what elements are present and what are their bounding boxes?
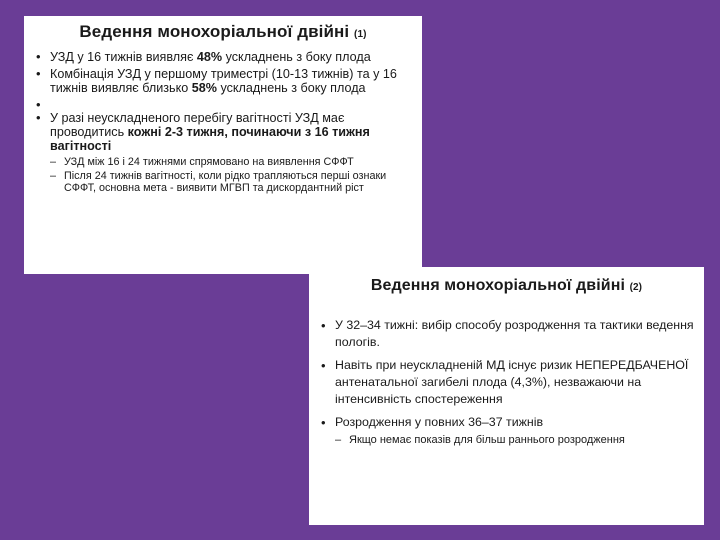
spacer — [34, 98, 412, 108]
slide-1-title-text: Ведення монохоріальної двійні — [79, 22, 350, 41]
slide-2-subbullet-1: – Якщо немає показів для більш раннього розродження — [335, 434, 694, 447]
bullet-bold: 58% — [191, 81, 217, 95]
slide-2 — [309, 267, 704, 525]
slide-1-bullet-1 — [34, 50, 412, 64]
slide-1-subbullet-1: – УЗД між 16 і 24 тижнями спрямовано на виявлення СФФТ — [50, 156, 412, 168]
slide-2-bullets — [319, 317, 694, 447]
slide-1-bullets — [34, 50, 412, 194]
slide-2-title-text: Ведення монохоріальної двійні — [370, 277, 626, 294]
slide-2-bullet-1: • У 32–34 тижні: вибір способу розродження та тактики ведення пологів. — [319, 317, 694, 351]
slide-1-title — [34, 22, 412, 42]
slide-1-subbullets — [50, 156, 412, 194]
bullet-text: Розродження у повних 36–37 тижнів — [335, 415, 544, 429]
bullet-text: Комбінація УЗД у першому триместрі (10-13 тижнів) та у 16 тижнів виявляє близько — [50, 67, 397, 95]
bullet-bold: 48% — [196, 50, 223, 64]
bullet-bold: кожні 2-3 тижня, починаючи з 16 тижня вагітності — [50, 125, 370, 153]
slide-1-bullet-3 — [34, 111, 412, 194]
slide-2-title — [319, 277, 694, 295]
bullet-text: ускладнень з боку плода — [222, 50, 371, 64]
slide-2-title-number: (2) — [629, 282, 643, 293]
slide-1 — [24, 16, 422, 274]
slide-2-subbullets — [335, 434, 694, 447]
slide-1-bullet-2 — [34, 67, 412, 95]
slide-2-bullet-2: • Навіть при неускладненій МД існує ризик НЕПЕРЕДБАЧЕНОЇ антенатальної загибелі плода (4,3%), незважаючи на інтенсивність спостереження — [319, 357, 694, 408]
bullet-text: У разі неускладненого перебігу вагітності УЗД має проводитись — [50, 111, 345, 139]
slide-1-title-number: (1) — [354, 29, 367, 40]
bullet-text: ускладнень з боку плода — [216, 81, 366, 95]
slide-1-subbullet-2: – Після 24 тижнів вагітності, коли рідко трапляються перші ознаки СФФТ, основна мета - виявити МГВП та дискордантний ріст — [50, 170, 412, 194]
bullet-text: УЗД у 16 тижнів виявляє — [50, 50, 197, 64]
slide-2-bullet-3 — [319, 414, 694, 447]
